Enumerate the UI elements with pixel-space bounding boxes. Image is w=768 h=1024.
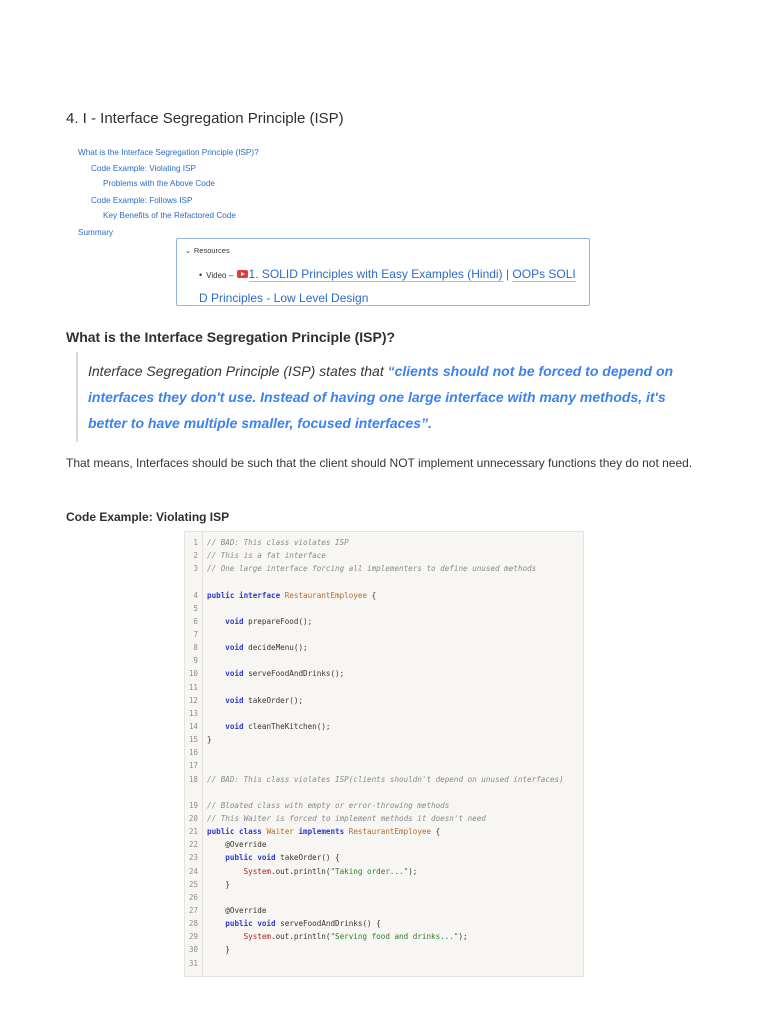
line-number: 13	[188, 708, 198, 718]
code-line-text: @Override	[207, 905, 267, 915]
code-line	[185, 667, 584, 680]
line-number: 8	[193, 643, 198, 653]
code-line-text: // BAD: This class violates ISP	[207, 538, 349, 547]
code-line	[185, 904, 584, 917]
code-line-text: public void takeOrder() {	[225, 853, 340, 863]
code-line-text: void prepareFood();	[225, 616, 313, 626]
line-number: 26	[188, 892, 198, 902]
code-line	[185, 536, 584, 549]
line-number: 17	[188, 761, 198, 771]
toc-link-summary[interactable]: Summary	[78, 227, 114, 237]
code-line	[185, 891, 584, 904]
code-line	[185, 851, 584, 864]
link-separator: |	[505, 267, 510, 281]
line-number: 28	[188, 919, 198, 929]
code-line	[185, 681, 584, 694]
code-example-heading: Code Example: Violating ISP	[66, 510, 230, 524]
code-line	[185, 654, 584, 667]
resources-toggle-label: Resources	[193, 246, 230, 255]
code-line-text: System.out.println("Taking order...");	[243, 866, 418, 876]
code-line	[185, 759, 584, 772]
code-line	[185, 589, 584, 602]
line-number: 6	[193, 616, 198, 626]
code-line-text: // This is a fat interface	[207, 551, 326, 561]
code-block[interactable]	[184, 531, 584, 977]
table-of-contents	[78, 145, 259, 240]
quote-text	[88, 358, 708, 436]
code-line-text: void serveFoodAndDrinks();	[225, 669, 345, 679]
code-line-text: // This Waiter is forced to implement methods it doesn't need	[207, 813, 486, 823]
code-line-text: // One large interface forcing all implementers to define unused methods	[207, 564, 537, 574]
code-line	[185, 878, 584, 891]
line-number: 15	[188, 735, 198, 745]
video-link-part3[interactable]: D Principles - Low Level Design	[199, 291, 369, 305]
page-heading: 4. I - Interface Segregation Principle (ISP)	[66, 110, 344, 127]
quote-highlight-text: “clients should not be forced to depend on interfaces they don't use. Instead of having one large interface with many methods, it's better to have multiple smaller, focused interfaces”.	[88, 363, 674, 431]
code-line-text: // Bloated class with empty or error-throwing methods	[207, 800, 450, 810]
code-line	[185, 641, 584, 654]
code-line	[185, 957, 584, 970]
line-number: 9	[193, 656, 198, 666]
toc-link-problems[interactable]: Problems with the Above Code	[103, 179, 215, 188]
line-number: 3	[193, 564, 198, 574]
code-line-text: void decideMenu();	[225, 643, 308, 653]
code-line	[185, 812, 584, 825]
toc-link-violating-isp[interactable]: Code Example: Violating ISP	[91, 163, 196, 173]
code-line	[185, 602, 584, 615]
code-line	[185, 615, 584, 628]
line-number: 24	[188, 866, 198, 876]
code-line	[185, 628, 584, 641]
line-number: 4	[193, 590, 198, 600]
quote-plain-text: Interface Segregation Principle (ISP) states that	[88, 363, 388, 379]
code-line-text: }	[207, 879, 230, 889]
line-number: 12	[188, 695, 198, 705]
line-number: 1	[193, 538, 198, 547]
code-lines	[185, 536, 584, 970]
section-title: What is the Interface Segregation Principle (ISP)?	[66, 329, 396, 345]
resources-list-item	[199, 263, 585, 309]
line-number: 5	[193, 603, 198, 613]
code-line	[185, 825, 584, 838]
line-number: 19	[188, 800, 198, 810]
resource-prefix: Video –	[206, 271, 234, 280]
line-number: 30	[188, 945, 198, 955]
code-line-text: public class Waiter implements RestaurantEmployee {	[207, 827, 441, 837]
code-line-text: System.out.println("Serving food and drinks...");	[243, 932, 468, 942]
code-line-text: @Override	[207, 840, 267, 850]
toc-link-what-is-isp[interactable]: What is the Interface Segregation Principle (ISP)?	[78, 148, 259, 157]
line-number: 29	[188, 932, 198, 942]
code-line-text: public interface RestaurantEmployee {	[207, 590, 377, 600]
toc-link-follows-isp[interactable]: Code Example: Follows ISP	[91, 195, 193, 205]
code-line	[185, 865, 584, 878]
code-line	[185, 694, 584, 707]
code-line-text: }	[207, 945, 230, 955]
line-number: 14	[188, 721, 198, 731]
resources-toggle-block	[176, 238, 590, 306]
line-number: 11	[188, 682, 198, 692]
chevron-down-icon[interactable]: ⌄	[185, 248, 191, 255]
video-link-part2[interactable]: OOPs SOLI	[512, 267, 576, 281]
code-line	[185, 562, 584, 588]
line-number: 27	[188, 905, 198, 915]
code-line-text: void takeOrder();	[225, 695, 304, 705]
youtube-icon	[237, 270, 248, 278]
line-number: 23	[188, 853, 198, 863]
code-line	[185, 838, 584, 851]
code-line-text: // BAD: This class violates ISP(clients shouldn't depend on unused interfaces)	[207, 774, 564, 784]
line-number: 21	[188, 827, 198, 837]
code-line-text: }	[207, 735, 212, 745]
toc-link-key-benefits[interactable]: Key Benefits of the Refactored Code	[103, 211, 236, 220]
code-line	[185, 930, 584, 943]
line-number: 20	[188, 813, 198, 823]
code-line	[185, 707, 584, 720]
code-line	[185, 799, 584, 812]
code-line-text: public void serveFoodAndDrinks() {	[225, 919, 381, 929]
code-line	[185, 720, 584, 733]
code-line	[185, 549, 584, 562]
code-line	[185, 943, 584, 956]
line-number: 16	[188, 748, 198, 758]
code-line	[185, 773, 584, 799]
resources-toggle[interactable]	[185, 246, 230, 255]
code-line	[185, 746, 584, 759]
line-number: 31	[188, 958, 198, 968]
line-number: 25	[188, 879, 198, 889]
code-line-text: void cleanTheKitchen();	[225, 721, 331, 731]
line-number: 7	[193, 630, 198, 639]
line-number: 2	[193, 551, 198, 561]
definition-quote	[76, 352, 708, 442]
line-number: 10	[188, 669, 198, 679]
line-number: 18	[188, 774, 198, 784]
explanation-paragraph: That means, Interfaces should be such that the client should NOT implement unnecessary functions they do not need.	[66, 456, 693, 470]
bullet-icon: •	[199, 270, 203, 280]
code-line	[185, 733, 584, 746]
code-line	[185, 917, 584, 930]
line-number: 22	[188, 840, 198, 850]
resource-video-link[interactable]	[199, 267, 576, 306]
video-link-part1[interactable]: 1. SOLID Principles with Easy Examples (Hindi)	[248, 267, 503, 281]
